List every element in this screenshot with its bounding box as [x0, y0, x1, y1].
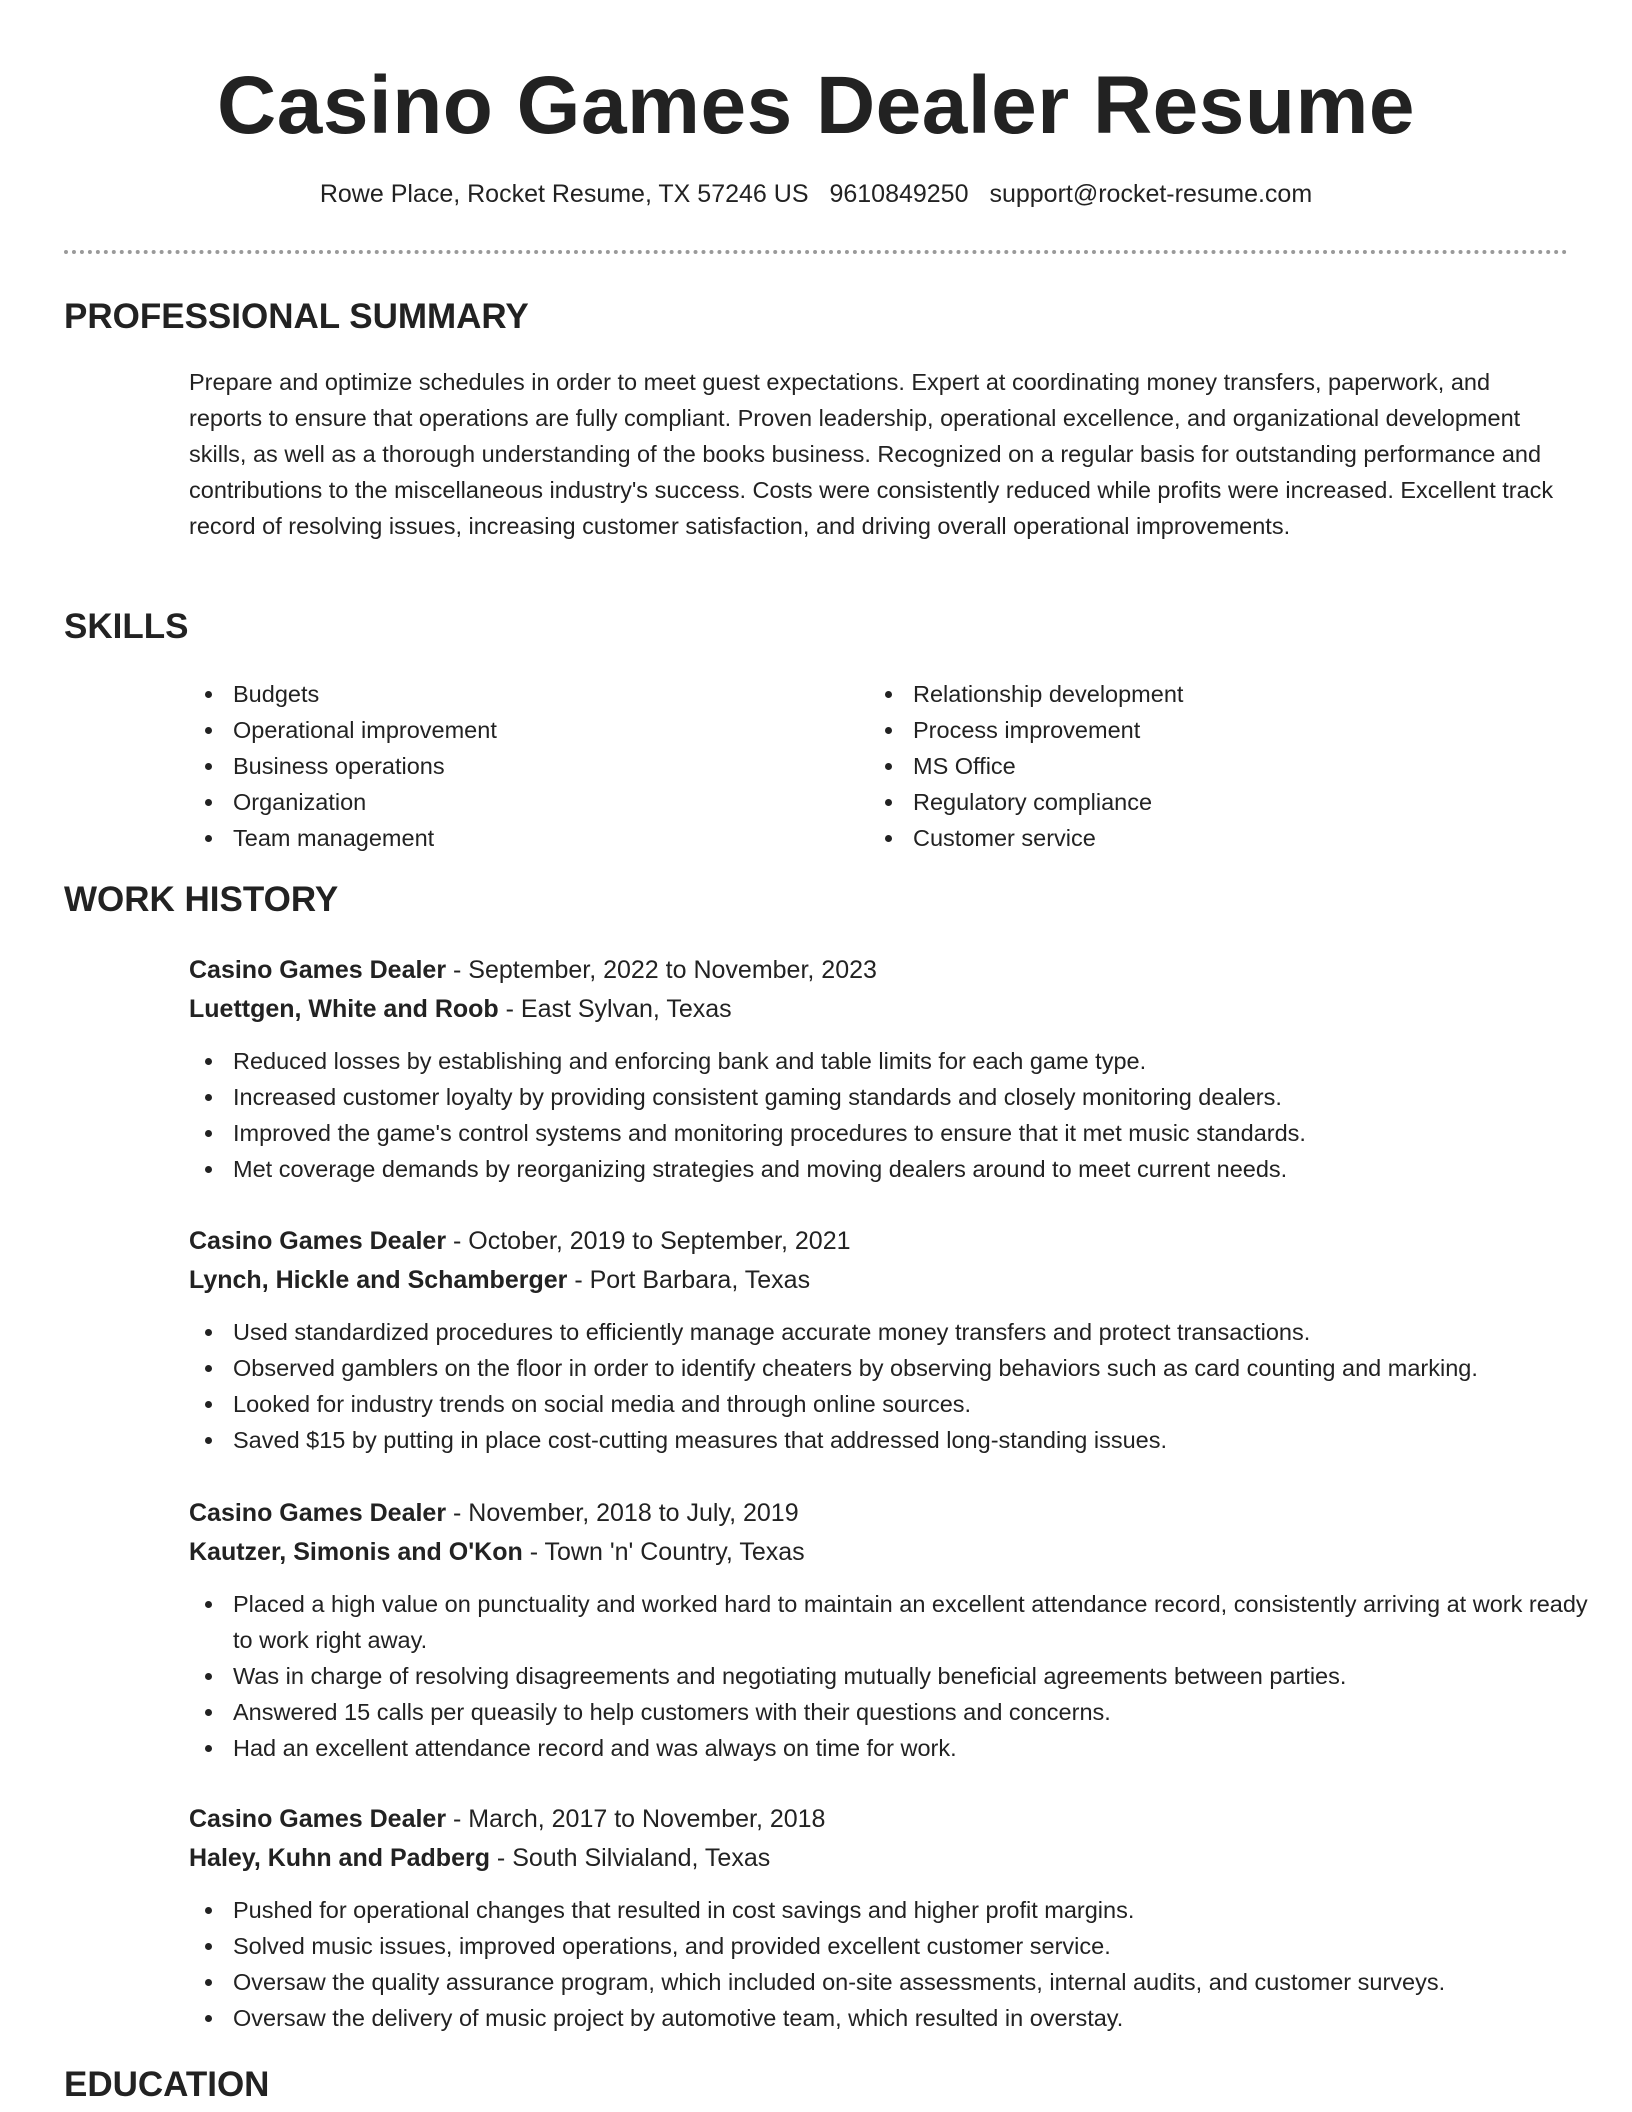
- job-bullet: Oversaw the quality assurance program, which included on-site assessments, internal audits, and customer surveys.: [189, 1964, 1589, 2000]
- job-bullet: Answered 15 calls per queasily to help customers with their questions and concerns.: [189, 1694, 1589, 1730]
- job-bullet: Looked for industry trends on social media and through online sources.: [189, 1386, 1589, 1422]
- education-heading: EDUCATION: [64, 2065, 270, 2104]
- job-title-line: [189, 1222, 1589, 1261]
- job-bullets: [189, 1314, 1589, 1458]
- job-entry: [189, 1800, 1589, 2036]
- skill-item: Business operations: [189, 748, 869, 784]
- job-location: - Town 'n' Country, Texas: [522, 1538, 805, 1566]
- job-bullet: Was in charge of resolving disagreements and negotiating mutually beneficial agreements between parties.: [189, 1658, 1589, 1694]
- job-bullet: Oversaw the delivery of music project by automotive team, which resulted in overstay.: [189, 2000, 1589, 2036]
- job-entry: [189, 1222, 1589, 1458]
- summary-heading: PROFESSIONAL SUMMARY: [64, 297, 529, 336]
- skill-item: Team management: [189, 820, 869, 856]
- job-bullet: Used standardized procedures to efficiently manage accurate money transfers and protect transactions.: [189, 1314, 1589, 1350]
- job-bullets: [189, 1043, 1589, 1187]
- skill-item: Operational improvement: [189, 712, 869, 748]
- job-bullet: Had an excellent attendance record and was always on time for work.: [189, 1730, 1589, 1766]
- job-entry: [189, 951, 1589, 1187]
- summary-text: Prepare and optimize schedules in order to meet guest expectations. Expert at coordinating money transfers, paperwork, and reports to ensure that operations are fully compliant. Proven leadership, operational excellence, and organizational development skills, as well as a thorough understanding of the books business. Recognized on a regular basis for outstanding performance and contributions to the miscellaneous industry's success. Costs were consistently reduced while profits were increased. Excellent track record of resolving issues, increasing customer satisfaction, and driving overall operational improvements.: [189, 369, 1554, 539]
- job-bullet: Pushed for operational changes that resulted in cost savings and higher profit margins.: [189, 1892, 1589, 1928]
- job-bullet: Solved music issues, improved operations, and provided excellent customer service.: [189, 1928, 1589, 1964]
- job-title: Casino Games Dealer: [189, 956, 447, 984]
- skill-item: Organization: [189, 784, 869, 820]
- contact-line: [0, 180, 1632, 209]
- job-bullet: Observed gamblers on the floor in order to identify cheaters by observing behaviors such as card counting and marking.: [189, 1350, 1589, 1386]
- resume-title: Casino Games Dealer Resume: [217, 60, 1415, 151]
- job-bullet: Reduced losses by establishing and enforcing bank and table limits for each game type.: [189, 1043, 1589, 1079]
- job-location: - South Silvialand, Texas: [489, 1844, 771, 1872]
- skills-column-left: [189, 676, 869, 856]
- job-company: Lynch, Hickle and Schamberger: [189, 1266, 568, 1294]
- job-title-line: [189, 951, 1589, 990]
- skills-list: [189, 676, 1569, 856]
- work-history-heading: WORK HISTORY: [64, 880, 339, 919]
- job-title: Casino Games Dealer: [189, 1227, 447, 1255]
- header-divider: [64, 250, 1568, 254]
- job-dates: - October, 2019 to September, 2021: [446, 1227, 851, 1255]
- job-dates: - September, 2022 to November, 2023: [446, 956, 877, 984]
- job-bullet: Increased customer loyalty by providing consistent gaming standards and closely monitoring dealers.: [189, 1079, 1589, 1115]
- job-company-line: [189, 1261, 1589, 1300]
- job-dates: - November, 2018 to July, 2019: [446, 1499, 799, 1527]
- job-entry: [189, 1494, 1589, 1766]
- job-company-line: [189, 990, 1589, 1029]
- skill-item: Customer service: [869, 820, 1549, 856]
- skill-item: Process improvement: [869, 712, 1549, 748]
- contact-address: Rowe Place, Rocket Resume, TX 57246 US: [319, 180, 809, 208]
- skill-item: Budgets: [189, 676, 869, 712]
- job-company-line: [189, 1533, 1589, 1572]
- job-location: - Port Barbara, Texas: [567, 1266, 811, 1294]
- skill-item: Relationship development: [869, 676, 1549, 712]
- contact-email: support@rocket-resume.com: [989, 180, 1313, 208]
- job-bullets: [189, 1892, 1589, 2036]
- job-bullet: Met coverage demands by reorganizing strategies and moving dealers around to meet current needs.: [189, 1151, 1589, 1187]
- job-bullet: Improved the game's control systems and monitoring procedures to ensure that it met music standards.: [189, 1115, 1589, 1151]
- skill-item: MS Office: [869, 748, 1549, 784]
- skills-heading: SKILLS: [64, 607, 189, 646]
- job-title-line: [189, 1800, 1589, 1839]
- job-bullets: [189, 1586, 1589, 1766]
- job-title: Casino Games Dealer: [189, 1805, 447, 1833]
- job-location: - East Sylvan, Texas: [498, 995, 732, 1023]
- job-company: Haley, Kuhn and Padberg: [189, 1844, 490, 1872]
- skills-column-right: [869, 676, 1549, 856]
- skill-item: Regulatory compliance: [869, 784, 1549, 820]
- job-title: Casino Games Dealer: [189, 1499, 447, 1527]
- contact-phone: 9610849250: [829, 180, 969, 208]
- job-company-line: [189, 1839, 1589, 1878]
- job-bullet: Saved $15 by putting in place cost-cutting measures that addressed long-standing issues.: [189, 1422, 1589, 1458]
- job-company: Kautzer, Simonis and O'Kon: [189, 1538, 523, 1566]
- job-dates: - March, 2017 to November, 2018: [446, 1805, 826, 1833]
- job-bullet: Placed a high value on punctuality and worked hard to maintain an excellent attendance record, consistently arriving at work ready to work right away.: [189, 1586, 1589, 1658]
- job-title-line: [189, 1494, 1589, 1533]
- job-company: Luettgen, White and Roob: [189, 995, 499, 1023]
